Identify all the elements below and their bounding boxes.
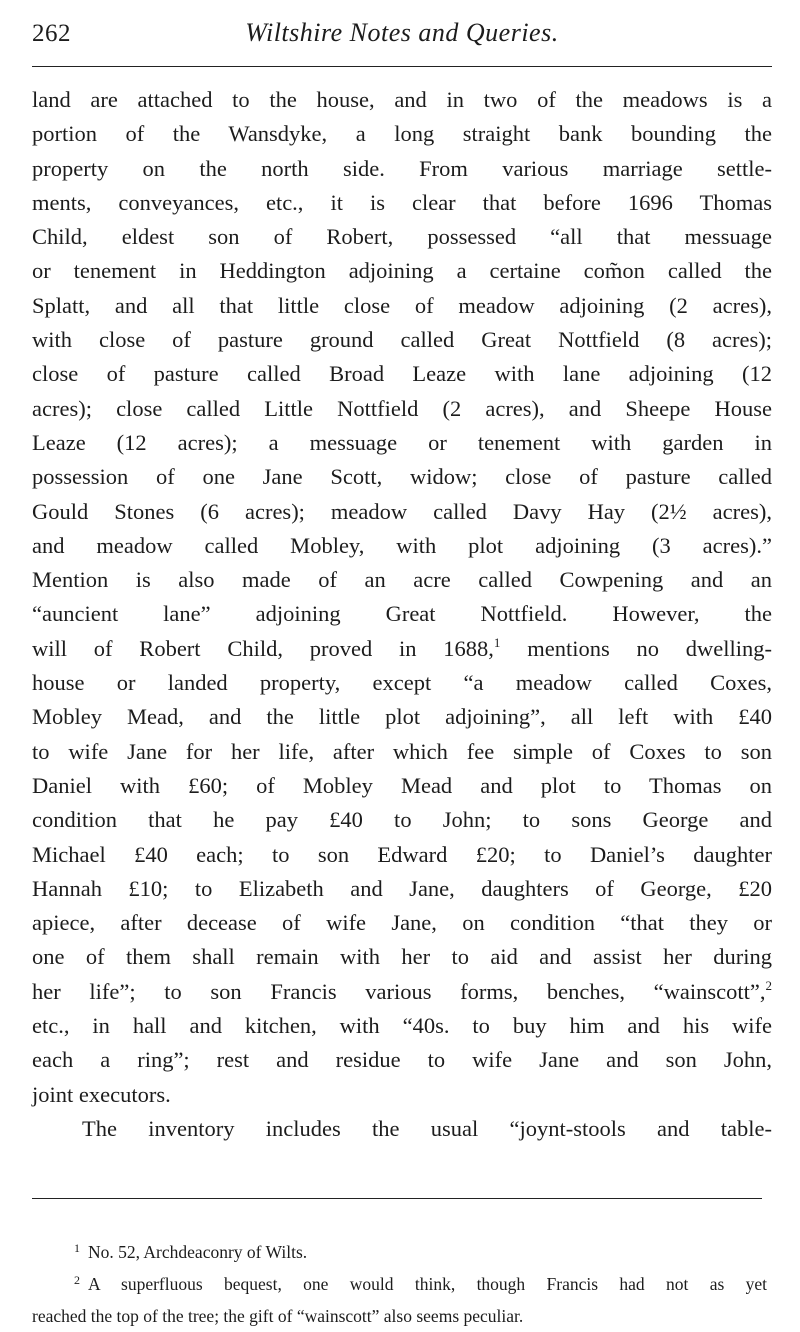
body-line: Gould Stones (6 acres); meadow called Davy Hay (2½ acres), [32, 498, 772, 524]
body-line: Child, eldest son of Robert, possessed “all that messuage [32, 224, 772, 250]
body-line: Splatt, and all that little close of meadow adjoining (2 acres), [32, 292, 772, 318]
footnote-marker: 1 [74, 1241, 80, 1255]
body-line: Daniel with £60; of Mobley Mead and plot to Thomas on [32, 772, 772, 798]
body-line: etc., in hall and kitchen, with “40s. to buy him and his wife [32, 1013, 772, 1039]
footnote-marker: 2 [74, 1273, 80, 1287]
footnote-rule [32, 1198, 762, 1199]
footnotes [32, 1236, 767, 1332]
footnote-text: A superfluous bequest, one would think, though Francis had not as yet [88, 1274, 767, 1294]
body-line-text: her life”; to son Francis various forms, benches, “wainscott”, [32, 978, 766, 1004]
header-rule [32, 66, 772, 67]
footnote-2-continuation: reached the top of the tree; the gift of “wainscott” also seems peculiar. [32, 1306, 524, 1326]
footnote-ref-2: 2 [765, 977, 772, 993]
body-line-text: will of Robert Child, proved in 1688, [32, 635, 494, 661]
body-line: and meadow called Mobley, with plot adjoining (3 acres).” [32, 532, 772, 558]
body-line: to wife Jane for her life, after which fee simple of Coxes to son [32, 738, 772, 764]
journal-title: Wiltshire Notes and Queries. [245, 18, 559, 47]
body-line: Michael £40 each; to son Edward £20; to Daniel’s daughter [32, 841, 772, 867]
body-line: joint executors. [32, 1081, 171, 1107]
body-line: land are attached to the house, and in two of the meadows is a [32, 87, 772, 112]
body-line: property on the north side. From various marriage settle- [32, 155, 772, 181]
body-line: close of pasture called Broad Leaze with lane adjoining (12 [32, 361, 772, 387]
body-line: condition that he pay £40 to John; to sons George and [32, 807, 772, 833]
body-line: acres); close called Little Nottfield (2 acres), and Sheepe House [32, 395, 772, 421]
body-line: ments, conveyances, etc., it is clear that before 1696 Thomas [32, 189, 772, 215]
body-text [32, 83, 772, 1146]
body-line: apiece, after decease of wife Jane, on condition “that they or [32, 910, 772, 936]
body-line: Mention is also made of an acre called Cowpening and an [32, 567, 772, 593]
footnote-ref-1: 1 [493, 634, 501, 650]
body-line: Mobley Mead, and the little plot adjoining”, all left with £40 [32, 704, 772, 730]
body-line-with-footnote-ref [32, 975, 772, 1009]
body-line: one of them shall remain with her to aid and assist her during [32, 944, 772, 970]
body-line: possession of one Jane Scott, widow; close of pasture called [32, 464, 772, 490]
body-line-with-footnote-ref [32, 632, 772, 666]
footnote-1 [32, 1236, 767, 1268]
body-line: or tenement in Heddington adjoining a certaine com̃on called the [32, 258, 772, 284]
page-number: 262 [32, 20, 71, 47]
body-line: house or landed property, except “a meadow called Coxes, [32, 670, 772, 696]
body-line: “auncient lane” adjoining Great Nottfield. However, the [32, 601, 772, 627]
body-line: each a ring”; rest and residue to wife Jane and son John, [32, 1047, 772, 1073]
body-line: with close of pasture ground called Great Nottfield (8 acres); [32, 327, 772, 353]
footnote-2 [32, 1268, 767, 1300]
footnote-text: No. 52, Archdeaconry of Wilts. [88, 1242, 308, 1262]
body-line-paragraph-start: The inventory includes the usual “joynt-stools and table- [82, 1115, 772, 1141]
body-line: portion of the Wansdyke, a long straight bank bounding the [32, 121, 772, 147]
body-line: Hannah £10; to Elizabeth and Jane, daughters of George, £20 [32, 875, 772, 901]
body-line-text-tail: mentions no dwelling- [500, 635, 772, 661]
running-head [32, 18, 772, 52]
body-line: Leaze (12 acres); a messuage or tenement with garden in [32, 429, 772, 455]
